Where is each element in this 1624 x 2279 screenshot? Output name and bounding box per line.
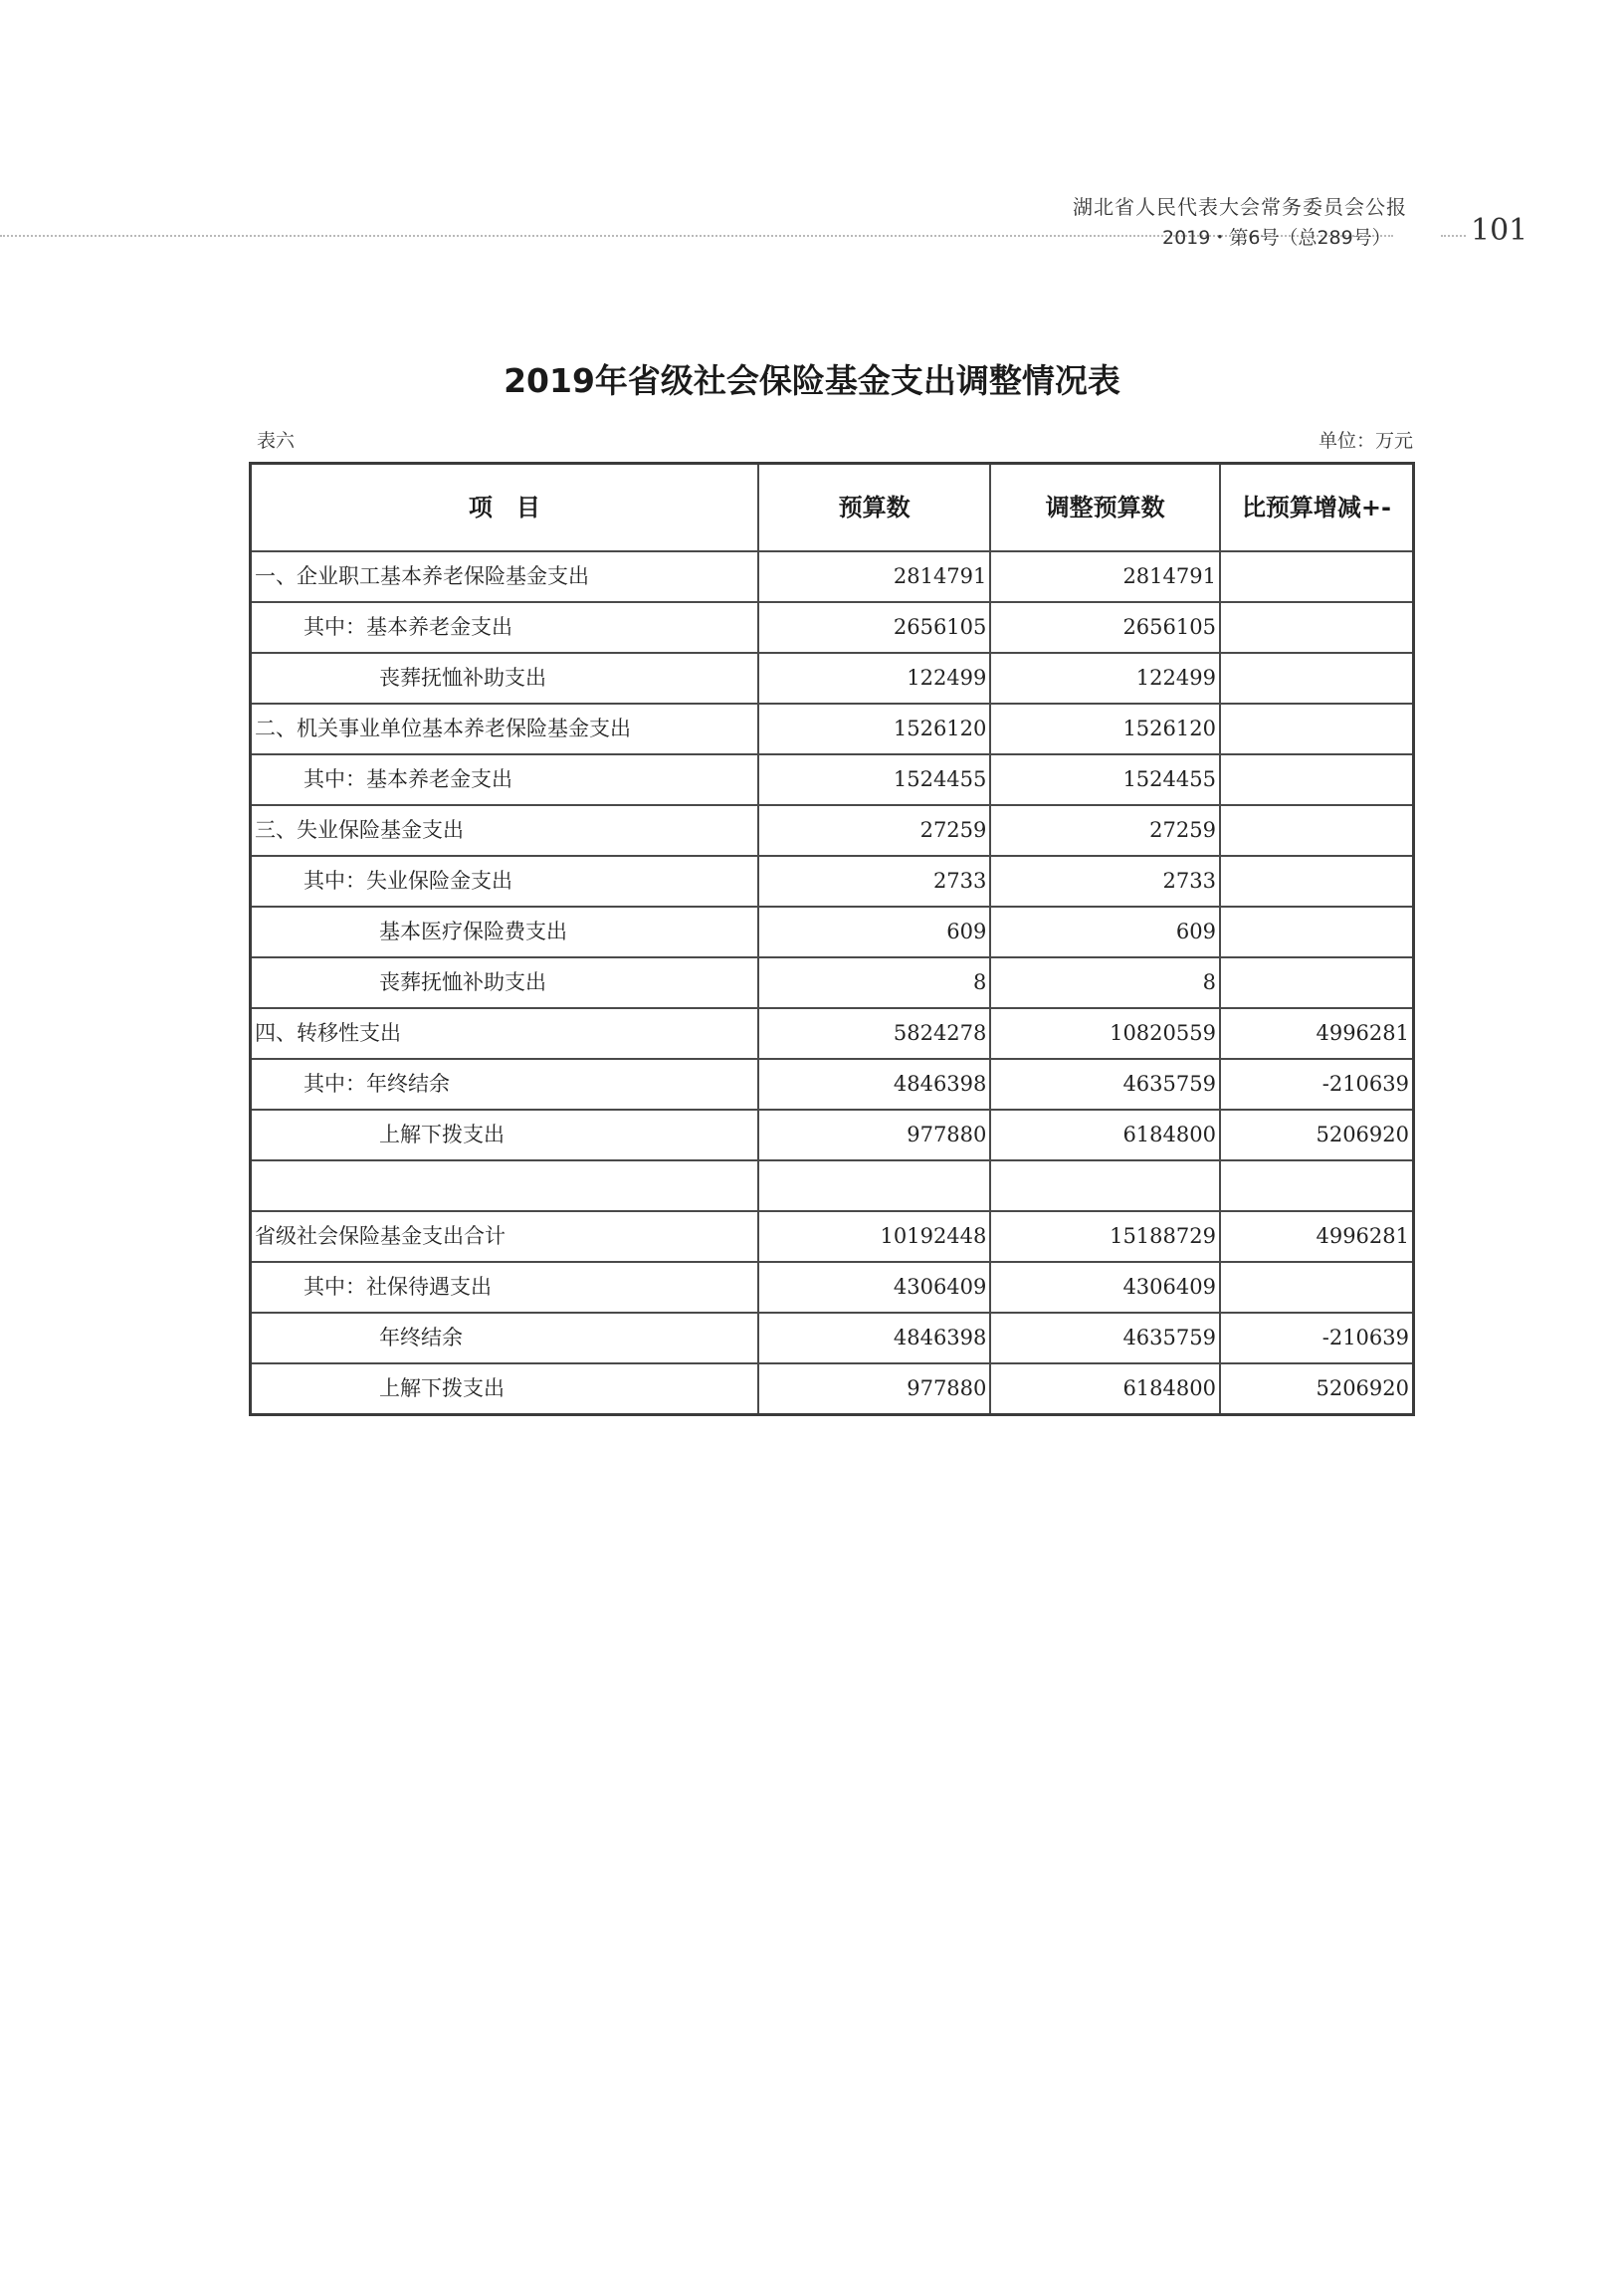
row-item: 基本医疗保险费支出 (251, 907, 758, 957)
row-adjusted: 122499 (990, 653, 1220, 704)
page-number: 101 (1471, 213, 1528, 248)
row-budget: 10192448 (758, 1211, 991, 1262)
table-row (251, 754, 1414, 805)
row-budget: 27259 (758, 805, 991, 856)
row-item: 其中：失业保险金支出 (251, 856, 758, 907)
row-budget: 1524455 (758, 754, 991, 805)
row-adjusted: 2814791 (990, 551, 1220, 602)
row-adjusted: 1524455 (990, 754, 1220, 805)
row-item: 二、机关事业单位基本养老保险基金支出 (251, 704, 758, 754)
row-adjusted: 2656105 (990, 602, 1220, 653)
row-budget: 4846398 (758, 1313, 991, 1363)
row-item: 年终结余 (251, 1313, 758, 1363)
row-change (1220, 1262, 1414, 1313)
table-row-total (251, 1211, 1414, 1262)
row-change: 4996281 (1220, 1008, 1414, 1059)
table-row (251, 602, 1414, 653)
row-change (1220, 602, 1414, 653)
row-adjusted: 15188729 (990, 1211, 1220, 1262)
row-item (251, 1160, 758, 1211)
row-budget: 5824278 (758, 1008, 991, 1059)
unit-label: 单位：万元 (1318, 430, 1413, 452)
row-budget: 2814791 (758, 551, 991, 602)
row-item: 上解下拨支出 (251, 1110, 758, 1160)
row-change: 5206920 (1220, 1110, 1414, 1160)
row-adjusted: 4635759 (990, 1059, 1220, 1110)
table-row (251, 1110, 1414, 1160)
row-budget: 977880 (758, 1110, 991, 1160)
issue-number: 2019・第6号（总289号） (1162, 227, 1391, 249)
row-adjusted (990, 1160, 1220, 1211)
table-header-row (251, 464, 1414, 552)
column-header-adjusted: 调整预算数 (990, 464, 1220, 552)
journal-name: 湖北省人民代表大会常务委员会公报 (1073, 195, 1407, 219)
row-adjusted: 27259 (990, 805, 1220, 856)
column-header-change: 比预算增减+- (1220, 464, 1414, 552)
row-adjusted: 1526120 (990, 704, 1220, 754)
table-row (251, 1059, 1414, 1110)
row-item: 四、转移性支出 (251, 1008, 758, 1059)
table-row (251, 1313, 1414, 1363)
row-change (1220, 754, 1414, 805)
row-budget: 1526120 (758, 704, 991, 754)
row-adjusted: 609 (990, 907, 1220, 957)
row-item: 三、失业保险基金支出 (251, 805, 758, 856)
table-row (251, 907, 1414, 957)
row-change (1220, 907, 1414, 957)
row-item: 其中：基本养老金支出 (251, 754, 758, 805)
column-header-budget: 预算数 (758, 464, 991, 552)
row-adjusted: 6184800 (990, 1363, 1220, 1415)
row-adjusted: 10820559 (990, 1008, 1220, 1059)
table-row (251, 551, 1414, 602)
row-adjusted: 2733 (990, 856, 1220, 907)
column-header-item: 项 目 (251, 464, 758, 552)
expenditure-table (249, 462, 1415, 1416)
row-adjusted: 4306409 (990, 1262, 1220, 1313)
page-title: 2019年省级社会保险基金支出调整情况表 (504, 361, 1120, 400)
row-budget: 977880 (758, 1363, 991, 1415)
table-row (251, 653, 1414, 704)
row-change (1220, 653, 1414, 704)
row-budget: 2656105 (758, 602, 991, 653)
row-change: 4996281 (1220, 1211, 1414, 1262)
row-change (1220, 856, 1414, 907)
row-budget: 609 (758, 907, 991, 957)
row-item: 其中：社保待遇支出 (251, 1262, 758, 1313)
row-item: 一、企业职工基本养老保险基金支出 (251, 551, 758, 602)
row-budget: 4306409 (758, 1262, 991, 1313)
table-row (251, 1363, 1414, 1415)
row-change (1220, 805, 1414, 856)
row-change (1220, 704, 1414, 754)
table-row (251, 856, 1414, 907)
row-budget: 122499 (758, 653, 991, 704)
row-item: 丧葬抚恤补助支出 (251, 653, 758, 704)
table-row (251, 1008, 1414, 1059)
table-row (251, 704, 1414, 754)
row-change (1220, 957, 1414, 1008)
row-change: -210639 (1220, 1313, 1414, 1363)
row-item: 其中：年终结余 (251, 1059, 758, 1110)
row-change: -210639 (1220, 1059, 1414, 1110)
row-budget: 4846398 (758, 1059, 991, 1110)
row-budget: 2733 (758, 856, 991, 907)
table-row (251, 1262, 1414, 1313)
table-row (251, 957, 1414, 1008)
row-item: 省级社会保险基金支出合计 (251, 1211, 758, 1262)
row-adjusted: 4635759 (990, 1313, 1220, 1363)
table-row-blank (251, 1160, 1414, 1211)
row-item: 上解下拨支出 (251, 1363, 758, 1415)
header-rule-right (1441, 235, 1466, 237)
row-change: 5206920 (1220, 1363, 1414, 1415)
row-budget (758, 1160, 991, 1211)
table-row (251, 805, 1414, 856)
row-adjusted: 6184800 (990, 1110, 1220, 1160)
row-change (1220, 1160, 1414, 1211)
table-label: 表六 (257, 430, 296, 452)
row-item: 丧葬抚恤补助支出 (251, 957, 758, 1008)
row-adjusted: 8 (990, 957, 1220, 1008)
row-change (1220, 551, 1414, 602)
row-budget: 8 (758, 957, 991, 1008)
row-item: 其中：基本养老金支出 (251, 602, 758, 653)
